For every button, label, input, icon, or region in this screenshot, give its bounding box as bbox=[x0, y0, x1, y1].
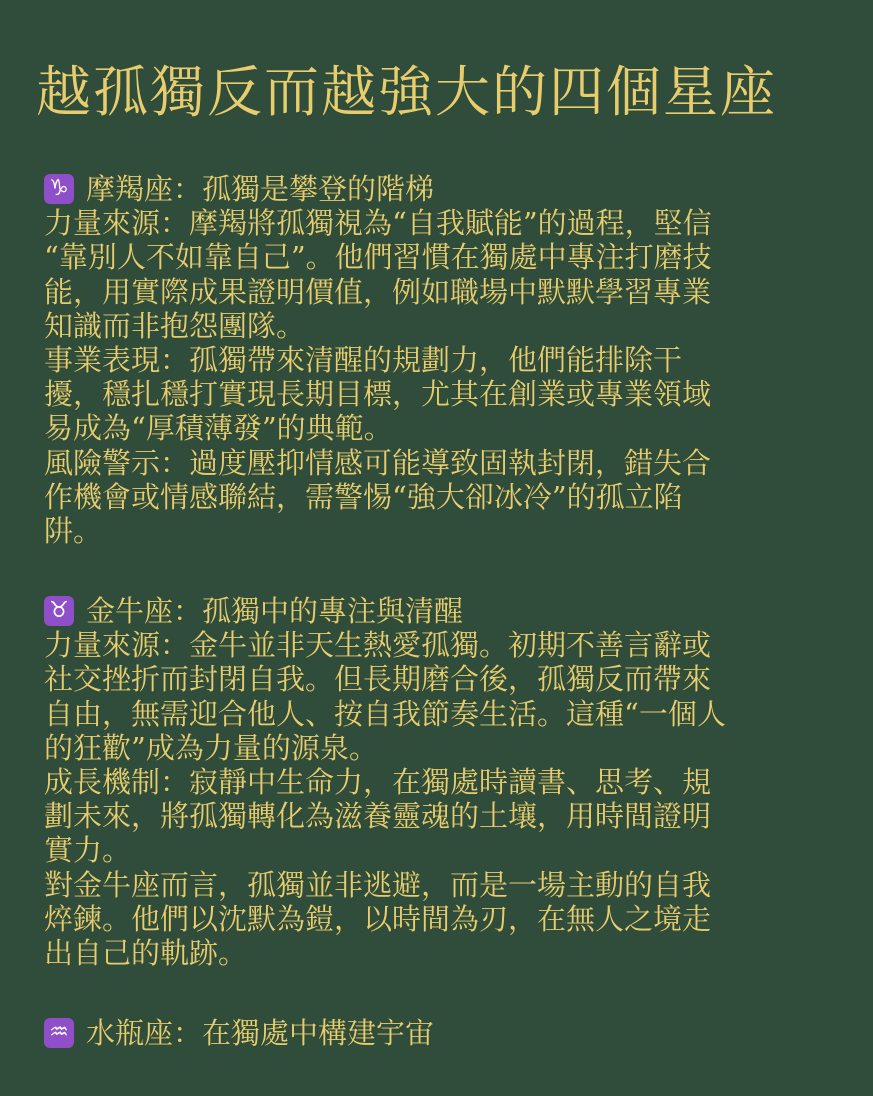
body-text-line: 知識而非抱怨團隊。 bbox=[44, 308, 306, 343]
aquarius-icon: ♒ bbox=[44, 1018, 74, 1048]
section-heading-text: 摩羯座：孤獨是攀登的階梯 bbox=[86, 172, 435, 206]
zodiac-section bbox=[44, 172, 834, 548]
body-text-line: 事業表現：孤獨帶來清醒的規劃力，他們能排除干 bbox=[44, 342, 683, 377]
body-text-line: 實力。 bbox=[44, 833, 132, 868]
body-text-line: 的狂歡”成為力量的源泉。 bbox=[44, 730, 378, 765]
body-text-line: 擾，穩扎穩打實現長期目標，尤其在創業或專業領域 bbox=[44, 377, 712, 412]
body-text-line: 作機會或情感聯結，需警惕“強大卻冰冷”的孤立陷 bbox=[44, 479, 683, 514]
section-heading bbox=[44, 172, 834, 206]
body-text-line: 能，用實際成果證明價值，例如職場中默默學習專業 bbox=[44, 274, 712, 309]
body-text-line: 焠鍊。他們以沈默為鎧，以時間為刃，在無人之境走 bbox=[44, 901, 712, 936]
body-text-line: 社交挫折而封閉自我。但長期磨合後，孤獨反而帶來 bbox=[44, 662, 712, 697]
zodiac-section bbox=[44, 1016, 834, 1050]
body-text-line: 對金牛座而言，孤獨並非逃避，而是一場主動的自我 bbox=[44, 867, 712, 902]
body-text-line: 出自己的軌跡。 bbox=[44, 935, 248, 970]
body-text-line: 易成為“厚積薄發”的典範。 bbox=[44, 411, 393, 446]
body-text-line: 力量來源：摩羯將孤獨視為“自我賦能”的過程，堅信 bbox=[44, 206, 712, 241]
taurus-icon: ♉ bbox=[44, 596, 74, 626]
body-text-line: 劃未來，將孤獨轉化為滋養靈魂的土壤，用時間證明 bbox=[44, 799, 712, 834]
zodiac-section bbox=[44, 594, 834, 970]
body-text-line: 自由，無需迎合他人、按自我節奏生活。這種“一個人 bbox=[44, 696, 726, 731]
body-text-line: 成長機制：寂靜中生命力，在獨處時讀書、思考、規 bbox=[44, 765, 712, 799]
body-text-line: 力量來源：金牛並非天生熱愛孤獨。初期不善言辭或 bbox=[44, 628, 712, 663]
body-text-line: 阱。 bbox=[44, 513, 103, 548]
capricorn-icon: ♑ bbox=[44, 174, 74, 204]
page-title: 越孤獨反而越強大的四個星座 bbox=[36, 60, 778, 124]
article-body bbox=[44, 172, 834, 1096]
section-heading bbox=[44, 594, 834, 628]
section-heading bbox=[44, 1016, 834, 1050]
section-heading-text: 水瓶座：在獨處中構建宇宙 bbox=[86, 1016, 435, 1051]
body-text-line: “靠別人不如靠自己”。他們習慣在獨處中專注打磨技 bbox=[44, 240, 712, 275]
section-heading-text: 金牛座：孤獨中的專注與清醒 bbox=[86, 594, 464, 629]
body-text-line: 風險警示：過度壓抑情感可能導致固執封閉，錯失合 bbox=[44, 445, 712, 480]
